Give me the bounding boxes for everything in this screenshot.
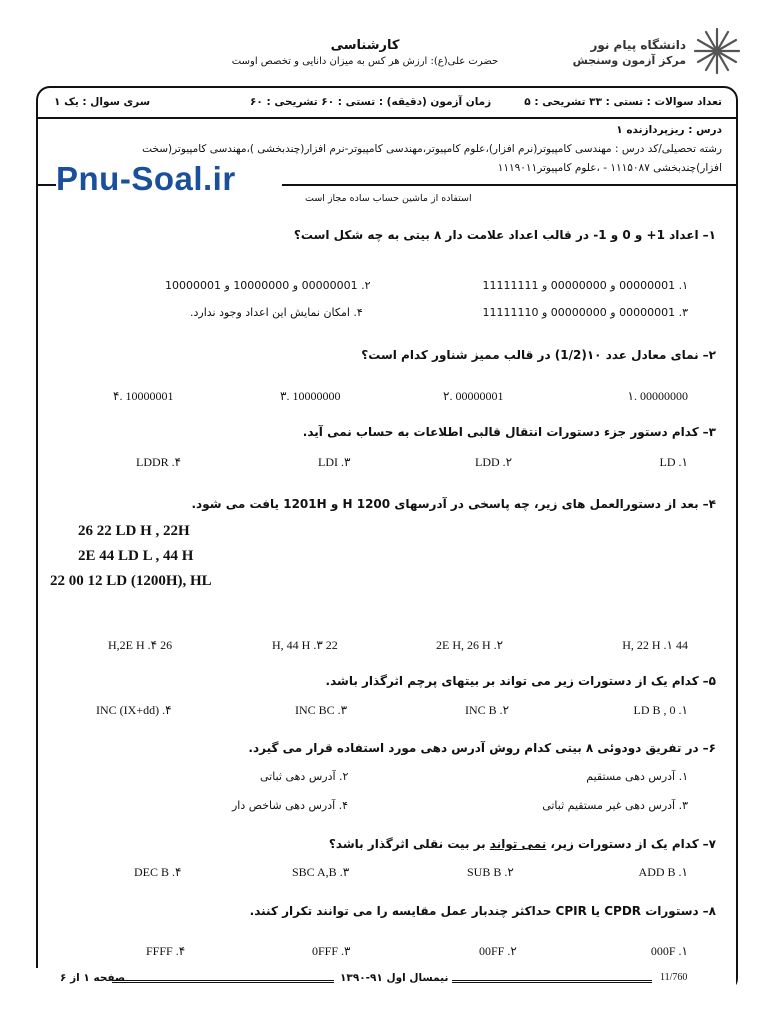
option-7-2: SUB B .۲ [467, 865, 514, 879]
field-line-2: افزار)چندبخشی ۱۱۱۵۰۸۷ - ،علوم کامپیوتر۱۱۱۹۰۱۱ [497, 162, 722, 174]
question-number: ۶– [702, 741, 716, 755]
question-4 [192, 497, 717, 511]
code-line-2: 2E 44 LD L , 44 H [78, 548, 194, 564]
question-text-after: بر بیت نقلی اثرگذار باشد؟ [328, 837, 490, 851]
watermark-rule-right [282, 184, 736, 186]
info-divider [36, 117, 736, 119]
option-3-1: LD .۱ [659, 455, 688, 469]
option-6-1: ۱. آدرس دهی مستقیم [586, 770, 688, 783]
question-7 [329, 837, 716, 851]
field-line-1: رشته تحصیلی/کد درس : مهندسی کامپیوتر(نرم افزار)،علوم کامپیوتر،مهندسی کامپیوتر-نرم افزار(چندبخشی )،مهندسی کامپیوتر(سخت [142, 143, 722, 155]
question-number: ۴– [702, 497, 716, 511]
option-3-3: LDI .۳ [318, 455, 351, 469]
option-6-3: ۳. آدرس دهی غیر مستقیم ثباتی [542, 799, 688, 812]
question-text-before: کدام یک از دستورات زیر، [546, 837, 699, 851]
option-8-2: 00FF .۲ [479, 944, 517, 958]
option-8-3: 0FFF .۳ [312, 944, 351, 958]
exam-time: زمان آزمون (دقیقه) : تستی : ۶۰ تشریحی : ۶۰ [250, 96, 492, 108]
watermark-logo: Pnu-Soal.ir [56, 160, 236, 197]
question-6 [248, 741, 716, 755]
university-logo-icon [692, 26, 742, 76]
option-7-1: ADD B .۱ [638, 865, 688, 879]
question-count: تعداد سوالات : تستی : ۳۳ تشریحی : ۵ [524, 96, 722, 108]
option-2-1: 00000000 .۱ [627, 389, 688, 403]
question-number: ۵– [702, 674, 716, 688]
question-number: ۸– [702, 904, 716, 918]
question-text: نمای معادل عدد ۱۰(1/2) در قالب ممیز شناور کدام است؟ [361, 348, 699, 362]
option-5-3: INC BC .۳ [295, 703, 348, 717]
question-2 [361, 348, 716, 362]
option-3-4: LDDR .۴ [136, 455, 182, 469]
page-number: صفحه ۱ از ۶ [60, 972, 126, 984]
option-1-4: ۴. امکان نمایش این اعداد وجود ندارد. [190, 306, 363, 319]
question-5 [326, 674, 716, 688]
option-6-4: ۴. آدرس دهی شاخص دار [232, 799, 349, 812]
question-text: دستورات CPDR یا CPIR حداکثر چندبار عمل مقایسه را می توانند تکرار کنند. [249, 904, 699, 918]
code-line-1: 26 22 LD H , 22H [78, 523, 190, 539]
option-1-1: ۱. 00000001 و 00000000 و 11111111 [482, 279, 688, 292]
question-text: اعداد 1+ و 0 و 1- در قالب اعداد علامت دار ۸ بیتی به چه شکل است؟ [293, 228, 699, 242]
option-4-3: 22 H, 44 H .۳ [272, 638, 338, 652]
option-5-2: INC B .۲ [465, 703, 510, 717]
option-6-2: ۲. آدرس دهی ثباتی [260, 770, 349, 783]
footer-rule-right [452, 980, 652, 983]
question-text: در تفریق دودوئی ۸ بیتی کدام روش آدرس دهی مورد استفاده قرار می گیرد. [248, 741, 699, 755]
option-4-1: 44 H, 22 H .۱ [622, 638, 688, 652]
option-2-2: 00000001 .۲ [443, 389, 504, 403]
option-5-4: INC (IX+dd) .۴ [96, 703, 172, 717]
option-2-3: 10000000 .۳ [280, 389, 341, 403]
assessment-center: مرکز آزمون وسنجش [572, 54, 686, 67]
option-8-4: FFFF .۴ [146, 944, 186, 958]
semester: نیمسال اول ۹۱-۱۳۹۰ [340, 972, 449, 984]
question-1 [294, 228, 716, 242]
question-text-underlined: نمی تواند [489, 837, 547, 851]
question-8 [250, 904, 716, 918]
option-4-2: 2E H, 26 H .۲ [436, 638, 504, 652]
option-1-3: ۳. 00000001 و 00000000 و 11111110 [482, 306, 688, 319]
exam-level: کارشناسی [330, 38, 400, 53]
question-number: ۲– [702, 348, 716, 362]
option-8-1: 000F .۱ [650, 944, 688, 958]
course-name: درس : ریزپردازنده ۱ [616, 124, 722, 136]
option-7-3: SBC A,B .۳ [292, 865, 350, 879]
question-text: کدام دستور جزء دستورات انتقال قالبی اطلاعات به حساب نمی آید. [302, 425, 699, 439]
question-3 [303, 425, 716, 439]
exam-code: 11/760 [660, 972, 688, 983]
motto: حضرت علی(ع): ارزش هر کس به میزان دانایی و تخصص اوست [231, 56, 499, 67]
footer-rule-left [112, 980, 334, 983]
watermark-rule-left [36, 184, 56, 186]
question-text: کدام یک از دستورات زیر می تواند بر بیتهای پرچم اثرگذار باشد. [325, 674, 699, 688]
question-number: ۷– [702, 837, 716, 851]
question-number: ۱– [702, 228, 716, 242]
option-4-4: 26 H,2E H .۴ [108, 638, 173, 652]
calculator-note: استفاده از ماشین حساب ساده مجاز است [305, 193, 472, 204]
option-5-1: LD B , 0 .۱ [633, 703, 688, 717]
question-series: سری سوال : یک ۱ [54, 96, 151, 108]
option-3-2: LDD .۲ [475, 455, 513, 469]
question-text: بعد از دستورالعمل های زیر، چه پاسخی در آدرسهای 1200 H و 1201H یافت می شود. [191, 497, 699, 511]
university-name: دانشگاه پیام نور [590, 38, 686, 52]
option-7-4: DEC B .۴ [134, 865, 182, 879]
option-2-4: 10000001 .۴ [113, 389, 174, 403]
code-line-3: 22 00 12 LD (1200H), HL [50, 573, 212, 589]
question-number: ۳– [702, 425, 716, 439]
option-1-2: ۲. 00000001 و 10000000 و 10000001 [165, 279, 371, 292]
